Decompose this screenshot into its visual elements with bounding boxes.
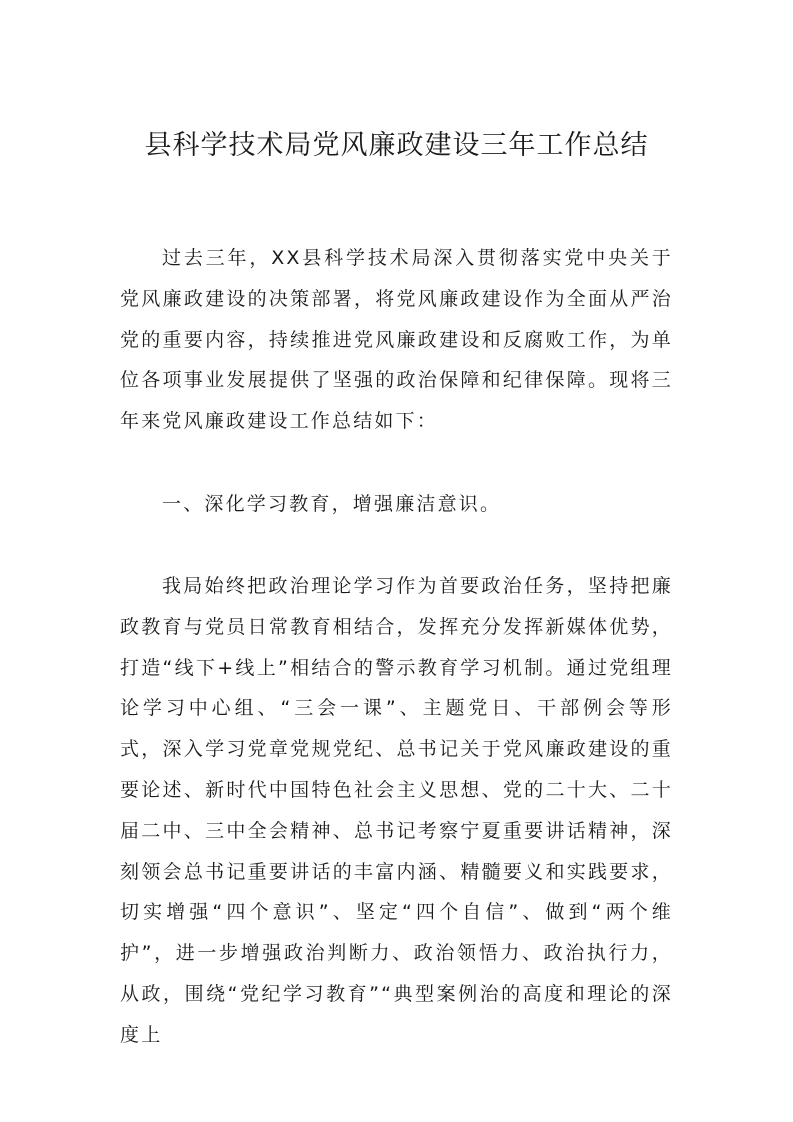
section-heading: 一、深化学习教育，增强廉洁意识。: [162, 493, 502, 515]
intro-paragraph: 过去三年，XX县科学技术局深入贯彻落实党中央关于党风廉政建设的决策部署，将党风廉政建设作为全面从严治党的重要内容，持续推进党风廉政建设和反腐败工作，为单位各项事业发展提供了坚强的政治保障和纪律保障。现将三年来党风廉政建设工作总结如下：: [120, 247, 673, 433]
body-paragraph: 我局始终把政治理论学习作为首要政治任务，坚持把廉政教育与党员日常教育相结合，发挥充分发挥新媒体优势，打造“线下+线上”相结合的警示教育学习机制。通过党组理论学习中心组、“三会一课”、主题党日、干部例会等形式，深入学习党章党规党纪、总书记关于党风廉政建设的重要论述、新时代中国特色社会主义思想、党的二十大、二十届二中、三中全会精神、总书记考察宁夏重要讲话精神，深刻领会总书记重要讲话的丰富内涵、精髓要义和实践要求，切实增强“四个意识”、坚定“四个自信”、做到“两个维护”，进一步增强政治判断力、政治领悟力、政治执行力，从政，围绕“党纪学习教育”“典型案例治的高度和理论的深度上: [120, 575, 673, 1046]
document-title: 县科学技术局党风廉政建设三年工作总结: [144, 130, 649, 161]
